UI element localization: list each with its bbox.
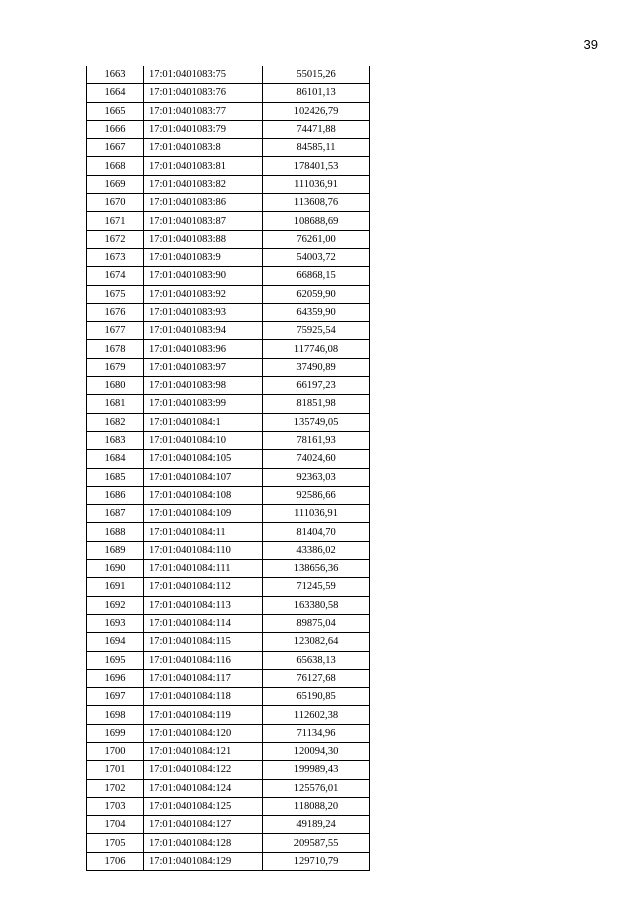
cadastral-number-cell: 17:01:0401083:90 bbox=[144, 267, 263, 285]
value-cell: 65638,13 bbox=[263, 651, 370, 669]
cadastral-number-cell: 17:01:0401083:99 bbox=[144, 395, 263, 413]
table-row bbox=[87, 816, 370, 834]
cadastral-number-cell: 17:01:0401083:75 bbox=[144, 66, 263, 84]
value-cell: 37490,89 bbox=[263, 358, 370, 376]
table-row bbox=[87, 614, 370, 632]
table-row bbox=[87, 651, 370, 669]
value-cell: 163380,58 bbox=[263, 596, 370, 614]
value-cell: 199989,43 bbox=[263, 761, 370, 779]
table-row bbox=[87, 779, 370, 797]
value-cell: 135749,05 bbox=[263, 413, 370, 431]
row-number-cell: 1686 bbox=[87, 486, 144, 504]
cadastral-number-cell: 17:01:0401083:81 bbox=[144, 157, 263, 175]
cadastral-number-cell: 17:01:0401084:113 bbox=[144, 596, 263, 614]
table-row bbox=[87, 578, 370, 596]
table-row bbox=[87, 633, 370, 651]
row-number-cell: 1695 bbox=[87, 651, 144, 669]
table-row bbox=[87, 194, 370, 212]
row-number-cell: 1696 bbox=[87, 669, 144, 687]
table-row bbox=[87, 468, 370, 486]
row-number-cell: 1679 bbox=[87, 358, 144, 376]
cadastral-number-cell: 17:01:0401084:122 bbox=[144, 761, 263, 779]
row-number-cell: 1690 bbox=[87, 560, 144, 578]
row-number-cell: 1684 bbox=[87, 450, 144, 468]
value-cell: 74024,60 bbox=[263, 450, 370, 468]
value-cell: 112602,38 bbox=[263, 706, 370, 724]
table-row bbox=[87, 102, 370, 120]
table-row bbox=[87, 377, 370, 395]
cadastral-number-cell: 17:01:0401084:10 bbox=[144, 431, 263, 449]
table-row bbox=[87, 742, 370, 760]
value-cell: 75925,54 bbox=[263, 322, 370, 340]
value-cell: 92363,03 bbox=[263, 468, 370, 486]
table-row bbox=[87, 450, 370, 468]
table-row bbox=[87, 505, 370, 523]
cadastral-number-cell: 17:01:0401084:109 bbox=[144, 505, 263, 523]
table-row bbox=[87, 157, 370, 175]
value-cell: 78161,93 bbox=[263, 431, 370, 449]
row-number-cell: 1680 bbox=[87, 377, 144, 395]
cadastral-number-cell: 17:01:0401083:76 bbox=[144, 84, 263, 102]
cadastral-number-cell: 17:01:0401083:8 bbox=[144, 139, 263, 157]
row-number-cell: 1673 bbox=[87, 248, 144, 266]
row-number-cell: 1671 bbox=[87, 212, 144, 230]
table-row bbox=[87, 267, 370, 285]
cadastral-number-cell: 17:01:0401084:124 bbox=[144, 779, 263, 797]
value-cell: 89875,04 bbox=[263, 614, 370, 632]
row-number-cell: 1698 bbox=[87, 706, 144, 724]
row-number-cell: 1664 bbox=[87, 84, 144, 102]
value-cell: 125576,01 bbox=[263, 779, 370, 797]
cadastral-number-cell: 17:01:0401084:127 bbox=[144, 816, 263, 834]
row-number-cell: 1678 bbox=[87, 340, 144, 358]
table-row bbox=[87, 84, 370, 102]
row-number-cell: 1668 bbox=[87, 157, 144, 175]
row-number-cell: 1685 bbox=[87, 468, 144, 486]
table-row bbox=[87, 413, 370, 431]
row-number-cell: 1677 bbox=[87, 322, 144, 340]
row-number-cell: 1674 bbox=[87, 267, 144, 285]
value-cell: 66197,23 bbox=[263, 377, 370, 395]
table-row bbox=[87, 395, 370, 413]
value-cell: 117746,08 bbox=[263, 340, 370, 358]
table-row bbox=[87, 486, 370, 504]
row-number-cell: 1682 bbox=[87, 413, 144, 431]
cadastral-number-cell: 17:01:0401083:92 bbox=[144, 285, 263, 303]
table-row bbox=[87, 523, 370, 541]
table-row bbox=[87, 66, 370, 84]
row-number-cell: 1665 bbox=[87, 102, 144, 120]
value-cell: 71245,59 bbox=[263, 578, 370, 596]
table-row bbox=[87, 852, 370, 870]
cadastral-number-cell: 17:01:0401084:120 bbox=[144, 724, 263, 742]
table-row bbox=[87, 285, 370, 303]
cadastral-number-cell: 17:01:0401083:86 bbox=[144, 194, 263, 212]
row-number-cell: 1705 bbox=[87, 834, 144, 852]
cadastral-number-cell: 17:01:0401084:128 bbox=[144, 834, 263, 852]
value-cell: 71134,96 bbox=[263, 724, 370, 742]
cadastral-number-cell: 17:01:0401084:116 bbox=[144, 651, 263, 669]
table-row bbox=[87, 431, 370, 449]
value-cell: 62059,90 bbox=[263, 285, 370, 303]
value-cell: 118088,20 bbox=[263, 797, 370, 815]
cadastral-number-cell: 17:01:0401084:11 bbox=[144, 523, 263, 541]
cadastral-number-cell: 17:01:0401084:115 bbox=[144, 633, 263, 651]
row-number-cell: 1676 bbox=[87, 303, 144, 321]
value-cell: 55015,26 bbox=[263, 66, 370, 84]
value-cell: 209587,55 bbox=[263, 834, 370, 852]
table-row bbox=[87, 120, 370, 138]
page-number: 39 bbox=[583, 37, 598, 52]
row-number-cell: 1669 bbox=[87, 175, 144, 193]
value-cell: 54003,72 bbox=[263, 248, 370, 266]
value-cell: 76127,68 bbox=[263, 669, 370, 687]
table-row bbox=[87, 230, 370, 248]
value-cell: 49189,24 bbox=[263, 816, 370, 834]
cadastral-number-cell: 17:01:0401084:112 bbox=[144, 578, 263, 596]
cadastral-number-cell: 17:01:0401084:114 bbox=[144, 614, 263, 632]
cadastral-number-cell: 17:01:0401083:93 bbox=[144, 303, 263, 321]
row-number-cell: 1693 bbox=[87, 614, 144, 632]
value-cell: 178401,53 bbox=[263, 157, 370, 175]
table-row bbox=[87, 139, 370, 157]
cadastral-number-cell: 17:01:0401084:107 bbox=[144, 468, 263, 486]
row-number-cell: 1681 bbox=[87, 395, 144, 413]
table-row bbox=[87, 724, 370, 742]
row-number-cell: 1704 bbox=[87, 816, 144, 834]
value-cell: 64359,90 bbox=[263, 303, 370, 321]
table-row bbox=[87, 761, 370, 779]
cadastral-number-cell: 17:01:0401083:77 bbox=[144, 102, 263, 120]
value-cell: 111036,91 bbox=[263, 175, 370, 193]
cadastral-number-cell: 17:01:0401083:94 bbox=[144, 322, 263, 340]
value-cell: 66868,15 bbox=[263, 267, 370, 285]
table-row bbox=[87, 706, 370, 724]
row-number-cell: 1699 bbox=[87, 724, 144, 742]
value-cell: 120094,30 bbox=[263, 742, 370, 760]
cadastral-number-cell: 17:01:0401083:87 bbox=[144, 212, 263, 230]
row-number-cell: 1703 bbox=[87, 797, 144, 815]
row-number-cell: 1675 bbox=[87, 285, 144, 303]
cadastral-number-cell: 17:01:0401084:121 bbox=[144, 742, 263, 760]
cadastral-number-cell: 17:01:0401084:105 bbox=[144, 450, 263, 468]
table-row bbox=[87, 303, 370, 321]
cadastral-number-cell: 17:01:0401083:98 bbox=[144, 377, 263, 395]
cadastral-number-cell: 17:01:0401084:117 bbox=[144, 669, 263, 687]
value-cell: 102426,79 bbox=[263, 102, 370, 120]
table-row bbox=[87, 212, 370, 230]
cadastral-number-cell: 17:01:0401083:82 bbox=[144, 175, 263, 193]
value-cell: 129710,79 bbox=[263, 852, 370, 870]
table-row bbox=[87, 340, 370, 358]
cadastral-table bbox=[86, 66, 370, 871]
table-row bbox=[87, 358, 370, 376]
value-cell: 113608,76 bbox=[263, 194, 370, 212]
value-cell: 81404,70 bbox=[263, 523, 370, 541]
value-cell: 123082,64 bbox=[263, 633, 370, 651]
cadastral-number-cell: 17:01:0401083:79 bbox=[144, 120, 263, 138]
table-row bbox=[87, 688, 370, 706]
row-number-cell: 1666 bbox=[87, 120, 144, 138]
value-cell: 76261,00 bbox=[263, 230, 370, 248]
row-number-cell: 1702 bbox=[87, 779, 144, 797]
row-number-cell: 1688 bbox=[87, 523, 144, 541]
row-number-cell: 1692 bbox=[87, 596, 144, 614]
table-row bbox=[87, 596, 370, 614]
value-cell: 74471,88 bbox=[263, 120, 370, 138]
row-number-cell: 1663 bbox=[87, 66, 144, 84]
cadastral-number-cell: 17:01:0401084:108 bbox=[144, 486, 263, 504]
cadastral-number-cell: 17:01:0401083:88 bbox=[144, 230, 263, 248]
table-row bbox=[87, 797, 370, 815]
row-number-cell: 1689 bbox=[87, 541, 144, 559]
table-row bbox=[87, 322, 370, 340]
row-number-cell: 1694 bbox=[87, 633, 144, 651]
row-number-cell: 1700 bbox=[87, 742, 144, 760]
table-row bbox=[87, 669, 370, 687]
value-cell: 138656,36 bbox=[263, 560, 370, 578]
value-cell: 108688,69 bbox=[263, 212, 370, 230]
table-row bbox=[87, 175, 370, 193]
value-cell: 84585,11 bbox=[263, 139, 370, 157]
table-row bbox=[87, 560, 370, 578]
row-number-cell: 1697 bbox=[87, 688, 144, 706]
row-number-cell: 1691 bbox=[87, 578, 144, 596]
row-number-cell: 1672 bbox=[87, 230, 144, 248]
cadastral-number-cell: 17:01:0401084:125 bbox=[144, 797, 263, 815]
table-body bbox=[87, 66, 370, 871]
cadastral-number-cell: 17:01:0401083:9 bbox=[144, 248, 263, 266]
value-cell: 86101,13 bbox=[263, 84, 370, 102]
cadastral-number-cell: 17:01:0401084:129 bbox=[144, 852, 263, 870]
cadastral-number-cell: 17:01:0401084:1 bbox=[144, 413, 263, 431]
cadastral-number-cell: 17:01:0401083:97 bbox=[144, 358, 263, 376]
row-number-cell: 1683 bbox=[87, 431, 144, 449]
cadastral-number-cell: 17:01:0401084:110 bbox=[144, 541, 263, 559]
value-cell: 92586,66 bbox=[263, 486, 370, 504]
cadastral-number-cell: 17:01:0401083:96 bbox=[144, 340, 263, 358]
cadastral-number-cell: 17:01:0401084:118 bbox=[144, 688, 263, 706]
cadastral-number-cell: 17:01:0401084:119 bbox=[144, 706, 263, 724]
table-row bbox=[87, 248, 370, 266]
row-number-cell: 1701 bbox=[87, 761, 144, 779]
cadastral-number-cell: 17:01:0401084:111 bbox=[144, 560, 263, 578]
value-cell: 111036,91 bbox=[263, 505, 370, 523]
row-number-cell: 1687 bbox=[87, 505, 144, 523]
row-number-cell: 1667 bbox=[87, 139, 144, 157]
value-cell: 81851,98 bbox=[263, 395, 370, 413]
table-row bbox=[87, 834, 370, 852]
row-number-cell: 1670 bbox=[87, 194, 144, 212]
table-row bbox=[87, 541, 370, 559]
value-cell: 65190,85 bbox=[263, 688, 370, 706]
row-number-cell: 1706 bbox=[87, 852, 144, 870]
value-cell: 43386,02 bbox=[263, 541, 370, 559]
